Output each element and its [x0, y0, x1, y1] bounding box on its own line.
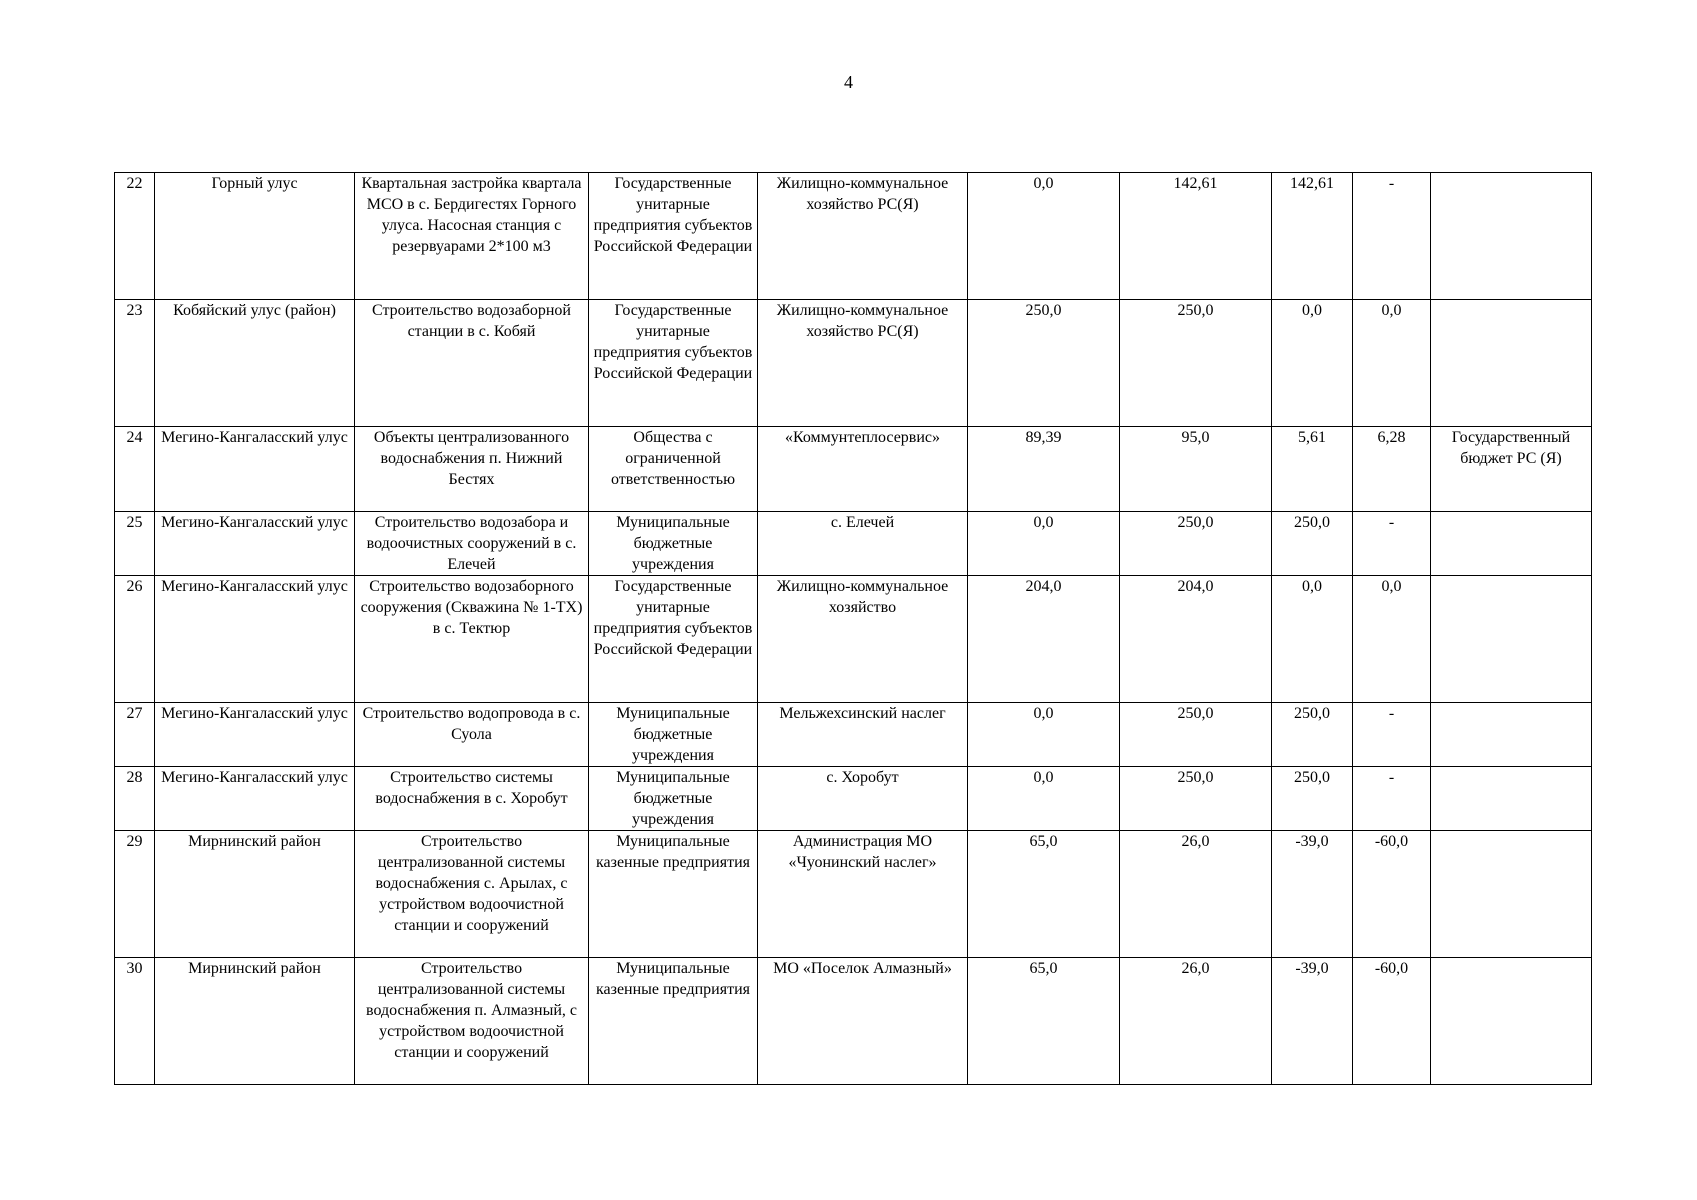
- value-4-cell: -60,0: [1353, 831, 1431, 958]
- note-cell: [1431, 958, 1592, 1085]
- value-1-cell: 204,0: [968, 576, 1120, 703]
- organization-type-cell: Государственные унитарные предприятия субъектов Российской Федерации: [589, 576, 758, 703]
- object-name-cell: Строительство централизованной системы водоснабжения с. Арылах, с устройством водоочистной станции и сооружений: [355, 831, 589, 958]
- value-2-cell: 204,0: [1120, 576, 1272, 703]
- organization-type-cell: Государственные унитарные предприятия субъектов Российской Федерации: [589, 173, 758, 300]
- district-cell: Мегино-Кангаласский улус: [155, 512, 355, 576]
- object-name-cell: Строительство водозаборной станции в с. Кобяй: [355, 300, 589, 427]
- value-4-cell: -: [1353, 703, 1431, 767]
- object-name-cell: Квартальная застройка квартала МСО в с. Бердигестях Горного улуса. Насосная станция с резервуарами 2*100 м3: [355, 173, 589, 300]
- note-cell: [1431, 767, 1592, 831]
- object-name-cell: Объекты централизованного водоснабжения п. Нижний Бестях: [355, 427, 589, 512]
- value-2-cell: 250,0: [1120, 300, 1272, 427]
- object-name-cell: Строительство водозабора и водоочистных сооружений в с. Елечей: [355, 512, 589, 576]
- value-3-cell: 250,0: [1272, 512, 1353, 576]
- row-number-cell: 27: [115, 703, 155, 767]
- organization-cell: с. Хоробут: [758, 767, 968, 831]
- value-3-cell: -39,0: [1272, 831, 1353, 958]
- value-4-cell: -: [1353, 767, 1431, 831]
- value-1-cell: 250,0: [968, 300, 1120, 427]
- organization-cell: Жилищно-коммунальное хозяйство: [758, 576, 968, 703]
- value-3-cell: -39,0: [1272, 958, 1353, 1085]
- value-1-cell: 0,0: [968, 703, 1120, 767]
- table-row: [115, 300, 1592, 427]
- row-number-cell: 29: [115, 831, 155, 958]
- value-2-cell: 250,0: [1120, 703, 1272, 767]
- organization-type-cell: Муниципальные бюджетные учреждения: [589, 703, 758, 767]
- row-number-cell: 26: [115, 576, 155, 703]
- organization-cell: Жилищно-коммунальное хозяйство РС(Я): [758, 300, 968, 427]
- table-row: [115, 958, 1592, 1085]
- table-row: [115, 576, 1592, 703]
- value-1-cell: 89,39: [968, 427, 1120, 512]
- organization-type-cell: Общества с ограниченной ответственностью: [589, 427, 758, 512]
- table-row: [115, 173, 1592, 300]
- value-3-cell: 0,0: [1272, 576, 1353, 703]
- row-number-cell: 22: [115, 173, 155, 300]
- value-2-cell: 250,0: [1120, 512, 1272, 576]
- table-row: [115, 831, 1592, 958]
- row-number-cell: 24: [115, 427, 155, 512]
- organization-cell: МО «Поселок Алмазный»: [758, 958, 968, 1085]
- table-row: [115, 512, 1592, 576]
- organization-type-cell: Муниципальные казенные предприятия: [589, 958, 758, 1085]
- value-4-cell: -: [1353, 512, 1431, 576]
- district-cell: Мегино-Кангаласский улус: [155, 427, 355, 512]
- note-cell: Государственный бюджет РС (Я): [1431, 427, 1592, 512]
- value-3-cell: 0,0: [1272, 300, 1353, 427]
- note-cell: [1431, 173, 1592, 300]
- organization-cell: с. Елечей: [758, 512, 968, 576]
- note-cell: [1431, 831, 1592, 958]
- note-cell: [1431, 512, 1592, 576]
- value-3-cell: 250,0: [1272, 767, 1353, 831]
- value-2-cell: 250,0: [1120, 767, 1272, 831]
- value-4-cell: -60,0: [1353, 958, 1431, 1085]
- district-cell: Кобяйский улус (район): [155, 300, 355, 427]
- object-name-cell: Строительство водопровода в с. Суола: [355, 703, 589, 767]
- value-3-cell: 5,61: [1272, 427, 1353, 512]
- table-row: [115, 427, 1592, 512]
- value-2-cell: 95,0: [1120, 427, 1272, 512]
- organization-type-cell: Муниципальные бюджетные учреждения: [589, 767, 758, 831]
- value-2-cell: 26,0: [1120, 831, 1272, 958]
- value-4-cell: 0,0: [1353, 300, 1431, 427]
- district-cell: Мирнинский район: [155, 958, 355, 1085]
- district-cell: Мегино-Кангаласский улус: [155, 767, 355, 831]
- value-1-cell: 65,0: [968, 958, 1120, 1085]
- row-number-cell: 28: [115, 767, 155, 831]
- value-1-cell: 0,0: [968, 173, 1120, 300]
- value-1-cell: 0,0: [968, 767, 1120, 831]
- note-cell: [1431, 576, 1592, 703]
- district-cell: Мегино-Кангаласский улус: [155, 703, 355, 767]
- object-name-cell: Строительство водозаборного сооружения (Скважина № 1-ТХ) в с. Тектюр: [355, 576, 589, 703]
- table-row: [115, 767, 1592, 831]
- object-name-cell: Строительство системы водоснабжения в с. Хоробут: [355, 767, 589, 831]
- value-2-cell: 26,0: [1120, 958, 1272, 1085]
- page-number: 4: [844, 72, 853, 92]
- table-row: [115, 703, 1592, 767]
- row-number-cell: 23: [115, 300, 155, 427]
- district-cell: Мирнинский район: [155, 831, 355, 958]
- row-number-cell: 25: [115, 512, 155, 576]
- value-1-cell: 0,0: [968, 512, 1120, 576]
- organization-type-cell: Муниципальные бюджетные учреждения: [589, 512, 758, 576]
- note-cell: [1431, 300, 1592, 427]
- organization-cell: Мельжехсинский наслег: [758, 703, 968, 767]
- district-cell: Горный улус: [155, 173, 355, 300]
- organization-type-cell: Муниципальные казенные предприятия: [589, 831, 758, 958]
- value-1-cell: 65,0: [968, 831, 1120, 958]
- row-number-cell: 30: [115, 958, 155, 1085]
- value-4-cell: -: [1353, 173, 1431, 300]
- organization-type-cell: Государственные унитарные предприятия субъектов Российской Федерации: [589, 300, 758, 427]
- value-3-cell: 142,61: [1272, 173, 1353, 300]
- object-name-cell: Строительство централизованной системы водоснабжения п. Алмазный, с устройством водоочистной станции и сооружений: [355, 958, 589, 1085]
- organization-cell: Жилищно-коммунальное хозяйство РС(Я): [758, 173, 968, 300]
- organization-cell: «Коммунтеплосервис»: [758, 427, 968, 512]
- note-cell: [1431, 703, 1592, 767]
- value-4-cell: 0,0: [1353, 576, 1431, 703]
- district-cell: Мегино-Кангаласский улус: [155, 576, 355, 703]
- value-3-cell: 250,0: [1272, 703, 1353, 767]
- value-2-cell: 142,61: [1120, 173, 1272, 300]
- value-4-cell: 6,28: [1353, 427, 1431, 512]
- organization-cell: Администрация МО «Чуонинский наслег»: [758, 831, 968, 958]
- water-supply-objects-table: [114, 172, 1592, 1085]
